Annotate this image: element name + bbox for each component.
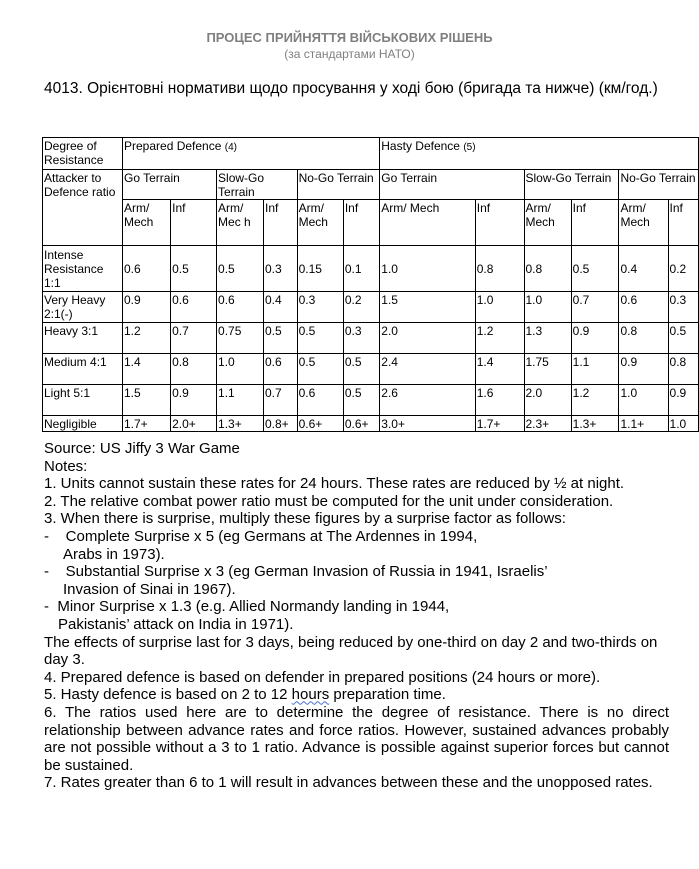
table-cell: 0.6 <box>263 354 297 385</box>
table-cell: 0.75 <box>217 323 264 354</box>
table-cell: 0.5 <box>343 354 379 385</box>
row-label: Very Heavy 2:1(-) <box>43 292 123 323</box>
hasty-defence-header <box>380 138 699 170</box>
table-cell: 0.2 <box>343 292 379 323</box>
note-2: 2. The relative combat power ratio must be computed for the unit under consideration. <box>44 492 614 510</box>
table-cell: 0.8 <box>475 246 524 292</box>
row-label: Medium 4:1 <box>43 354 123 385</box>
table-cell: 1.2 <box>475 323 524 354</box>
unit-header: Arm/ Mech <box>524 200 571 246</box>
table-cell: 1.4 <box>123 354 171 385</box>
table-cell: 0.5 <box>217 246 264 292</box>
terrain-header: No-Go Terrain <box>619 170 699 200</box>
terrain-header: Go Terrain <box>380 170 524 200</box>
notes-title: Notes: <box>44 457 88 475</box>
table-cell: 0.6+ <box>297 416 343 432</box>
notes-section <box>44 440 669 792</box>
table-cell: 1.2 <box>571 385 619 416</box>
table-cell: 0.8 <box>619 323 668 354</box>
terrain-header: No-Go Terrain <box>297 170 380 200</box>
table-cell: 0.7 <box>263 385 297 416</box>
table-cell: 0.6 <box>619 292 668 323</box>
document-subtitle: (за стандартами НАТО) <box>284 47 415 61</box>
table-row <box>43 385 699 416</box>
table-row <box>43 292 699 323</box>
prepared-defence-label: Prepared Defence <box>124 139 222 153</box>
table-cell: 0.9 <box>619 354 668 385</box>
prepared-defence-ref: (4) <box>224 142 237 153</box>
table-cell: 2.0 <box>524 385 571 416</box>
note-3: 3. When there is surprise, multiply these figures by a surprise factor as follows: <box>44 510 566 528</box>
table-cell: 1.0 <box>619 385 668 416</box>
table-row <box>43 323 699 354</box>
surprise-item-complete: - Complete Surprise x 5 (eg Germans at The Ardennes in 1994, <box>44 527 478 545</box>
table-cell: 1.4 <box>475 354 524 385</box>
table-cell: 2.4 <box>380 354 475 385</box>
table-cell: 0.3 <box>343 323 379 354</box>
table-cell: 1.1 <box>217 385 264 416</box>
table-cell: 0.7 <box>571 292 619 323</box>
table-cell: 0.6 <box>297 385 343 416</box>
table-cell: 1.5 <box>123 385 171 416</box>
prepared-defence-header <box>123 138 380 170</box>
table-cell: 0.3 <box>263 246 297 292</box>
table-cell: 0.4 <box>263 292 297 323</box>
table-cell: 0.9 <box>668 385 698 416</box>
table-row <box>43 416 699 432</box>
surprise-item-minor-cont: Pakistanis’ attack on India in 1971). <box>58 615 294 633</box>
surprise-item-minor: - Minor Surprise x 1.3 (e.g. Allied Normandy landing in 1944, <box>44 598 450 616</box>
table-cell: 1.3+ <box>217 416 264 432</box>
unit-header: Arm/ Mech <box>123 200 171 246</box>
table-cell: 1.0 <box>524 292 571 323</box>
table-cell: 0.6+ <box>343 416 379 432</box>
attacker-ratio-header: Attacker to Defence ratio <box>43 170 123 246</box>
table-cell: 1.0 <box>380 246 475 292</box>
table-cell: 0.2 <box>668 246 698 292</box>
table-cell: 0.6 <box>217 292 264 323</box>
table-cell: 1.5 <box>380 292 475 323</box>
table-cell: 0.9 <box>123 292 171 323</box>
table-cell: 0.1 <box>343 246 379 292</box>
table-cell: 0.9 <box>171 385 217 416</box>
degree-of-resistance-header: Degree of Resistance <box>43 138 123 170</box>
table-cell: 0.7 <box>171 323 217 354</box>
row-label: Negligible <box>43 416 123 432</box>
terrain-header: Slow-Go Terrain <box>524 170 619 200</box>
unit-header: Inf <box>475 200 524 246</box>
table-cell: 1.7+ <box>123 416 171 432</box>
note-4: 4. Prepared defence is based on defender in prepared positions (24 hours or more). <box>44 668 601 686</box>
table-cell: 1.75 <box>524 354 571 385</box>
table-cell: 1.2 <box>123 323 171 354</box>
note-5-start: 5. Hasty defence is based on 2 to 12 <box>44 686 292 704</box>
hasty-defence-ref: (5) <box>463 142 476 153</box>
table-cell: 0.8 <box>524 246 571 292</box>
table-cell: 0.6 <box>123 246 171 292</box>
table-cell: 0.3 <box>668 292 698 323</box>
note-5-end: preparation time. <box>329 686 446 704</box>
unit-header: Arm/ Mech <box>297 200 343 246</box>
surprise-item-substantial-cont: Invasion of Sinai in 1967). <box>63 580 236 598</box>
row-label: Light 5:1 <box>43 385 123 416</box>
table-cell: 1.7+ <box>475 416 524 432</box>
table-cell: 0.5 <box>571 246 619 292</box>
terrain-header: Go Terrain <box>123 170 217 200</box>
table-cell: 0.3 <box>297 292 343 323</box>
table-cell: 0.15 <box>297 246 343 292</box>
table-cell: 0.8 <box>668 354 698 385</box>
unit-header: Arm/ Mech <box>380 200 475 246</box>
unit-header: Inf <box>263 200 297 246</box>
table-cell: 2.3+ <box>524 416 571 432</box>
section-heading: 4013. Орієнтовні нормативи щодо просування у ході бою (бригада та нижче) (км/год.) <box>44 80 658 97</box>
table-cell: 2.6 <box>380 385 475 416</box>
table-cell: 0.9 <box>571 323 619 354</box>
unit-header: Inf <box>343 200 379 246</box>
table-cell: 0.8+ <box>263 416 297 432</box>
unit-header: Arm/ Mech <box>619 200 668 246</box>
table-cell: 0.4 <box>619 246 668 292</box>
hasty-defence-label: Hasty Defence <box>381 139 460 153</box>
surprise-item-complete-cont: Arabs in 1973). <box>63 545 165 563</box>
note-7: 7. Rates greater than 6 to 1 will result in advances between these and the unopposed rates. <box>44 774 653 792</box>
table-cell: 0.5 <box>297 354 343 385</box>
table-cell: 2.0+ <box>171 416 217 432</box>
surprise-effects: The effects of surprise last for 3 days, being reduced by one-third on day 2 and two-thirds on day 3. <box>44 633 658 669</box>
unit-header: Arm/ Mec h <box>217 200 264 246</box>
surprise-item-substantial: - Substantial Surprise x 3 (eg German Invasion of Russia in 1941, Israelis’ <box>44 563 548 581</box>
source-line: Source: US Jiffy 3 War Game <box>44 440 240 457</box>
table-row <box>43 354 699 385</box>
unit-header: Inf <box>571 200 619 246</box>
unit-header: Inf <box>171 200 217 246</box>
document-header <box>0 30 699 62</box>
table-cell: 3.0+ <box>380 416 475 432</box>
table-cell: 1.0 <box>475 292 524 323</box>
table-row <box>43 246 699 292</box>
note-5 <box>44 686 669 704</box>
table-cell: 0.6 <box>171 292 217 323</box>
table-cell: 1.1+ <box>619 416 668 432</box>
advance-rates-table <box>42 137 699 432</box>
note-6: 6. The ratios used here are to determine the degree of resistance. There is no direct relationship between advance rates and force ratios. However, sustained advances probably are not possible without a 3 to 1 ratio. Advance is possible against superior forces but cannot be sustained. <box>44 703 669 774</box>
table-cell: 1.0 <box>668 416 698 432</box>
document-title: ПРОЦЕС ПРИЙНЯТТЯ ВІЙСЬКОВИХ РІШЕНЬ <box>206 30 493 45</box>
table-cell: 2.0 <box>380 323 475 354</box>
note-1: 1. Units cannot sustain these rates for 24 hours. These rates are reduced by ½ at night. <box>44 475 625 493</box>
unit-header: Inf <box>668 200 698 246</box>
table-cell: 0.5 <box>263 323 297 354</box>
table-cell: 0.5 <box>668 323 698 354</box>
row-label: Heavy 3:1 <box>43 323 123 354</box>
table-cell: 1.3+ <box>571 416 619 432</box>
table-cell: 0.5 <box>297 323 343 354</box>
table-cell: 0.8 <box>171 354 217 385</box>
table-cell: 1.6 <box>475 385 524 416</box>
row-label: Intense Resistance 1:1 <box>43 246 123 292</box>
table-cell: 1.3 <box>524 323 571 354</box>
table-cell: 0.5 <box>343 385 379 416</box>
table-cell: 1.0 <box>217 354 264 385</box>
table-cell: 0.5 <box>171 246 217 292</box>
terrain-header: Slow-Go Terrain <box>217 170 298 200</box>
spellcheck-word: hours <box>291 686 330 704</box>
table-cell: 1.1 <box>571 354 619 385</box>
